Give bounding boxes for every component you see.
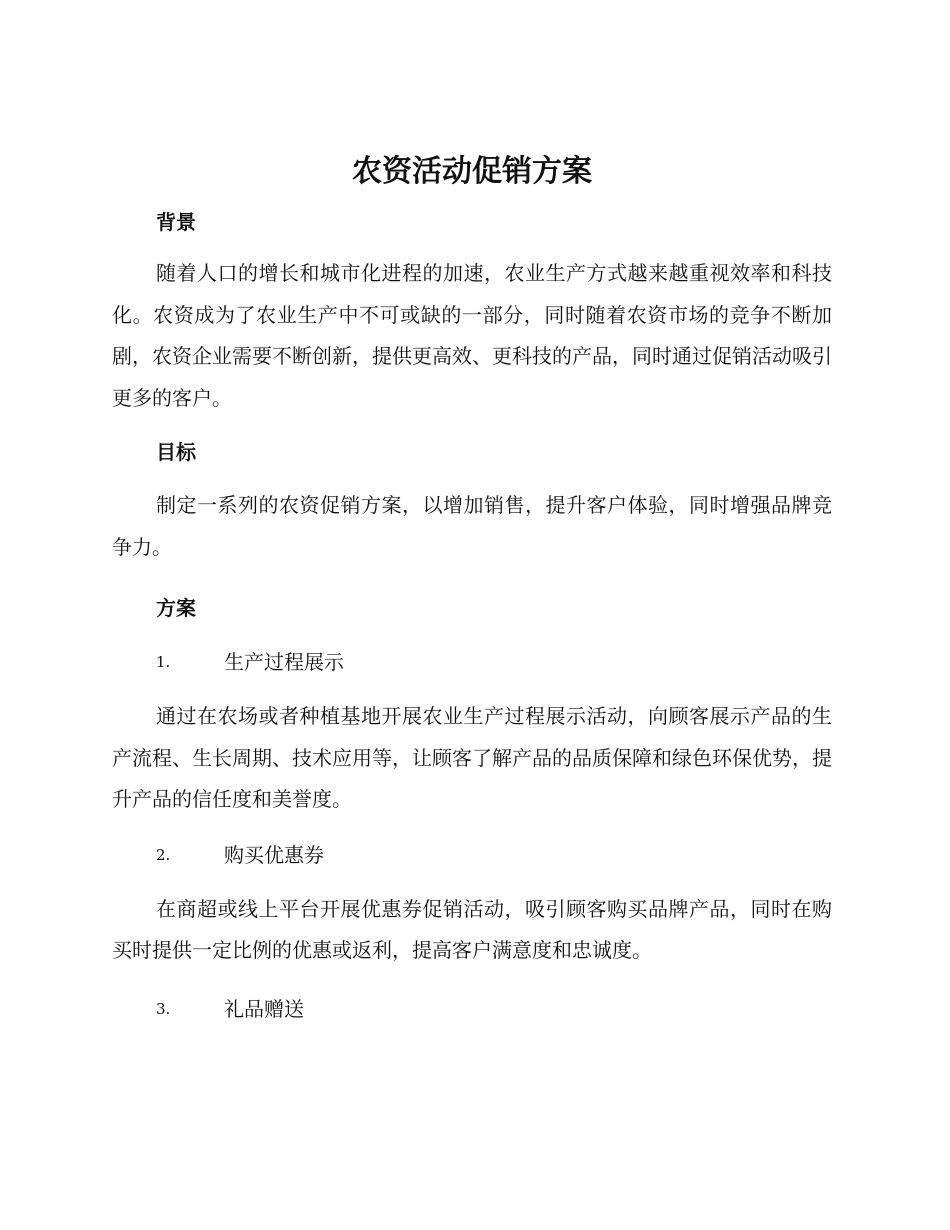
paragraph-plan-item-2: 在商超或线上平台开展优惠券促销活动，吸引顾客购买品牌产品，同时在购买时提供一定比例的优惠或返利，提高客户满意度和忠诚度。	[112, 896, 832, 962]
paragraph-background: 随着人口的增长和城市化进程的加速，农业生产方式越来越重视效率和科技化。农资成为了农业生产中不可或缺的一部分，同时随着农资市场的竞争不断加剧，农资企业需要不断创新，提供更高效、更科技的产品，同时通过促销活动吸引更多的客户。	[112, 261, 832, 410]
section-heading-goal: 目标	[156, 440, 196, 464]
section-heading-background: 背景	[156, 210, 196, 234]
document-title: 农资活动促销方案	[352, 154, 592, 189]
plan-item-3	[112, 995, 832, 1023]
plan-item-2	[112, 841, 832, 869]
section-heading-plan: 方案	[156, 596, 196, 620]
plan-item-label: 购买优惠券	[224, 842, 324, 867]
plan-item-label: 礼品赠送	[224, 996, 304, 1021]
plan-item-label: 生产过程展示	[224, 650, 344, 674]
paragraph-plan-item-1: 通过在农场或者种植基地开展农业生产过程展示活动，向顾客展示产品的生产流程、生长周期、技术应用等，让顾客了解产品的品质保障和绿色环保优势，提升产品的信任度和美誉度。	[112, 704, 832, 811]
plan-item-number: 1.	[156, 653, 171, 671]
paragraph-goal: 制定一系列的农资促销方案，以增加销售，提升客户体验，同时增强品牌竞争力。	[112, 493, 832, 559]
document-body	[112, 150, 832, 1023]
plan-item-number: 2.	[156, 845, 171, 864]
plan-item-1	[112, 648, 832, 676]
plan-item-number: 3.	[156, 999, 171, 1018]
